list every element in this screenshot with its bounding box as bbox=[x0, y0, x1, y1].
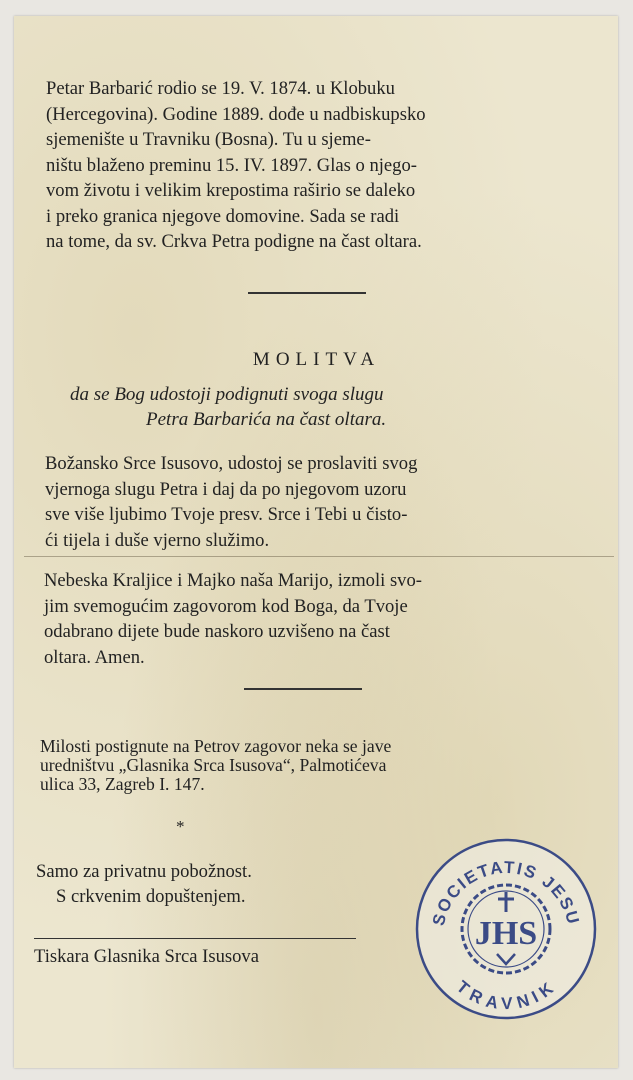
text-line: uredništvu „Glasnika Srca Isusova“, Palmotićeva bbox=[40, 755, 387, 775]
text-line: (Hercegovina). Godine 1889. dođe u nadbiskupsko bbox=[46, 103, 426, 125]
asterisk-separator: * bbox=[176, 817, 185, 836]
prayer-subtitle bbox=[70, 382, 570, 432]
text-line: Petar Barbarić rodio se 19. V. 1874. u Klobuku bbox=[46, 78, 395, 99]
text-line: ulica 33, Zagreb I. 147. bbox=[40, 774, 205, 794]
text-line: vom životu i velikim krepostima raširio se daleko bbox=[46, 180, 416, 201]
text-line: Milosti postignute na Petrov zagovor neka se jave bbox=[40, 736, 392, 756]
jesuit-seal-stamp bbox=[413, 836, 599, 1022]
text-line: Nebeska Kraljice i Majko naša Marijo, izmoli svo- bbox=[44, 570, 422, 591]
text-line: na tome, da sv. Crkva Petra podigne na čast oltara. bbox=[46, 231, 422, 252]
text-line: sjemenište u Travniku (Bosna). Tu u sjeme- bbox=[46, 129, 371, 150]
jhs-monogram: JHS bbox=[474, 915, 538, 952]
prayer-title: MOLITVA bbox=[252, 349, 381, 370]
text-line: ništu blaženo preminu 15. IV. 1897. Glas o njego- bbox=[46, 154, 417, 176]
text-line: Božansko Srce Isusovo, udostoj se proslaviti svog bbox=[45, 453, 418, 474]
biography-paragraph bbox=[46, 76, 574, 255]
printer-imprint: Tiskara Glasnika Srca Isusova bbox=[34, 946, 259, 967]
seal-bottom-inscription: TRAVNIK bbox=[452, 977, 560, 1014]
fold-crease bbox=[24, 556, 614, 557]
subtitle-line: Petra Barbarića na čast oltara. bbox=[146, 409, 387, 430]
divider bbox=[248, 292, 366, 294]
text-line: ći tijela i duše vjerno služimo. bbox=[45, 530, 270, 552]
approval-line: S crkvenim dopuštenjem. bbox=[56, 886, 246, 907]
approval-line: Samo za privatnu pobožnost. bbox=[36, 861, 252, 882]
text-line: jim svemogućim zagovorom kod Boga, da Tvoje bbox=[44, 595, 408, 617]
text-line: odabrano dijete bude naskoro uzvišeno na čast bbox=[44, 621, 390, 643]
text-line: i preko granica njegove domovine. Sada se radi bbox=[46, 205, 400, 227]
approval-note bbox=[36, 859, 376, 909]
divider bbox=[34, 938, 356, 939]
divider bbox=[244, 688, 362, 690]
prayer-paragraph-2 bbox=[44, 568, 574, 671]
text-line: oltara. Amen. bbox=[44, 647, 145, 669]
prayer-paragraph-1 bbox=[45, 451, 575, 554]
text-line: sve više ljubimo Tvoje presv. Srce i Tebi u čisto- bbox=[45, 504, 408, 526]
seal-top-inscription: SOCIETATIS JESU bbox=[428, 857, 584, 928]
text-line: vjernoga slugu Petra i daj da po njegovom uzoru bbox=[45, 478, 407, 500]
graces-notice bbox=[40, 737, 570, 794]
subtitle-line: da se Bog udostoji podignuti svoga slugu bbox=[70, 384, 384, 405]
